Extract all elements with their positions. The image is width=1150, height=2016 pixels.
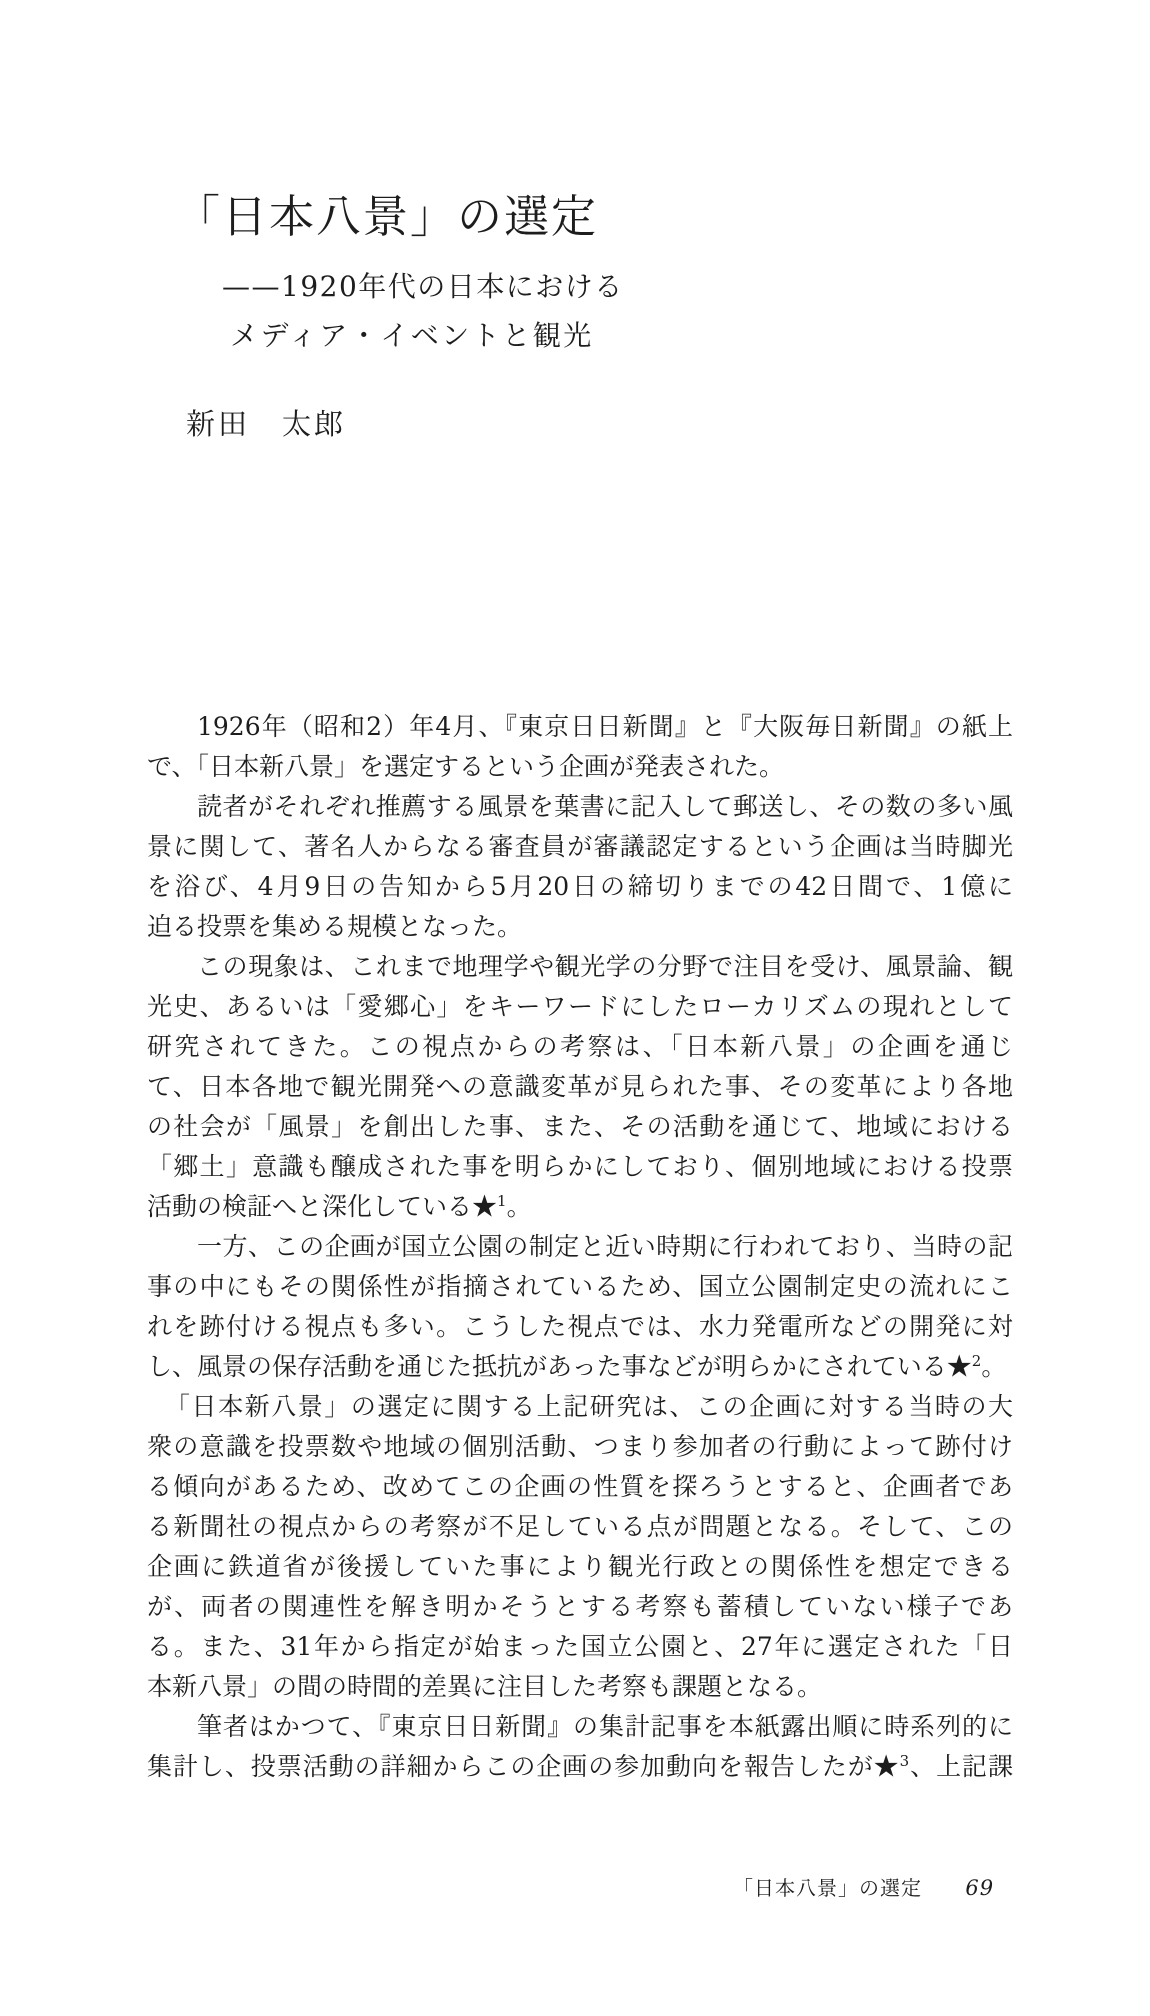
article-title: 「日本八景」の選定 (175, 190, 599, 243)
body-line: 1926年（昭和2）年4月、『東京日日新聞』と『大阪毎日新聞』の紙上 (197, 712, 1013, 741)
body-line: 光史、あるいは「愛郷心」をキーワードにしたローカリズムの現れとして (147, 992, 1013, 1021)
body-line: の社会が「風景」を創出した事、また、その活動を通じて、地域における (147, 1112, 1013, 1141)
body-line: 衆の意識を投票数や地域の個別活動、つまり参加者の行動によって跡付け (147, 1432, 1013, 1461)
body-line: 景に関して、著名人からなる審査員が審議認定するという企画は当時脚光 (147, 832, 1013, 861)
body-line: この現象は、これまで地理学や観光学の分野で注目を受け、風景論、観 (197, 952, 1013, 981)
page-number: 69 (965, 1876, 995, 1900)
page-footer (733, 1872, 994, 1901)
body-line: 「日本新八景」の選定に関する上記研究は、この企画に対する当時の大 (165, 1392, 1013, 1421)
body-line: る新聞社の視点からの考察が不足している点が問題となる。そして、この (147, 1512, 1013, 1541)
article-subtitle (222, 262, 624, 360)
body-line: が、両者の関連性を解き明かそうとする考察も蓄積していない様子であ (147, 1592, 1013, 1621)
body-line: を浴び、4月9日の告知から5月20日の締切りまでの42日間で、1億に (147, 872, 1013, 901)
footnote-marker: 2 (971, 1352, 982, 1370)
body-line: 読者がそれぞれ推薦する風景を葉書に記入して郵送し、その数の多い風 (197, 792, 1013, 821)
body-line: 一方、この企画が国立公園の制定と近い時期に行われており、当時の記 (197, 1232, 1013, 1261)
body-line: 迫る投票を集める規模となった。 (147, 912, 523, 941)
subtitle-line-2: メディア・イベントと観光 (230, 319, 594, 352)
body-line: 研究されてきた。この視点からの考察は、「日本新八景」の企画を通じ (147, 1032, 1013, 1061)
body-line: る。また、31年から指定が始まった国立公園と、27年に選定された「日 (147, 1632, 1013, 1661)
footnote-marker: 3 (899, 1752, 910, 1770)
running-title: 「日本八景」の選定 (733, 1876, 922, 1900)
body-line: 事の中にもその関係性が指摘されているため、国立公園制定史の流れにこ (147, 1272, 1013, 1301)
body-line: 本新八景」の間の時間的差異に注目した考察も課題となる。 (147, 1672, 823, 1701)
body-line: る傾向があるため、改めてこの企画の性質を探ろうとすると、企画者であ (147, 1472, 1013, 1501)
subtitle-line-1: ——1920年代の日本における (222, 270, 624, 303)
body-line: 活動の検証へと深化している★$^1$。 (147, 1192, 532, 1221)
body-line: て、日本各地で観光開発への意識変革が見られた事、その変革により各地 (147, 1072, 1013, 1101)
body-line: れを跡付ける視点も多い。こうした視点では、水力発電所などの開発に対 (147, 1312, 1013, 1341)
body-line: 集計し、投票活動の詳細からこの企画の参加動向を報告したが★$^3$、上記課 (147, 1752, 1013, 1781)
author-name: 新田 太郎 (186, 407, 347, 441)
body-line: 企画に鉄道省が後援していた事により観光行政との関係性を想定できる (147, 1552, 1013, 1581)
body-line: で、「日本新八景」を選定するという企画が発表された。 (147, 752, 785, 781)
body-line: 筆者はかつて、『東京日日新聞』の集計記事を本紙露出順に時系列的に (197, 1712, 1013, 1741)
body-text (147, 707, 1013, 1787)
body-line: し、風景の保存活動を通じた抵抗があった事などが明らかにされている★$^2$。 (147, 1352, 1007, 1381)
footnote-marker: 1 (497, 1192, 507, 1210)
body-line: 「郷土」意識も醸成された事を明らかにしており、個別地域における投票 (147, 1152, 1013, 1181)
